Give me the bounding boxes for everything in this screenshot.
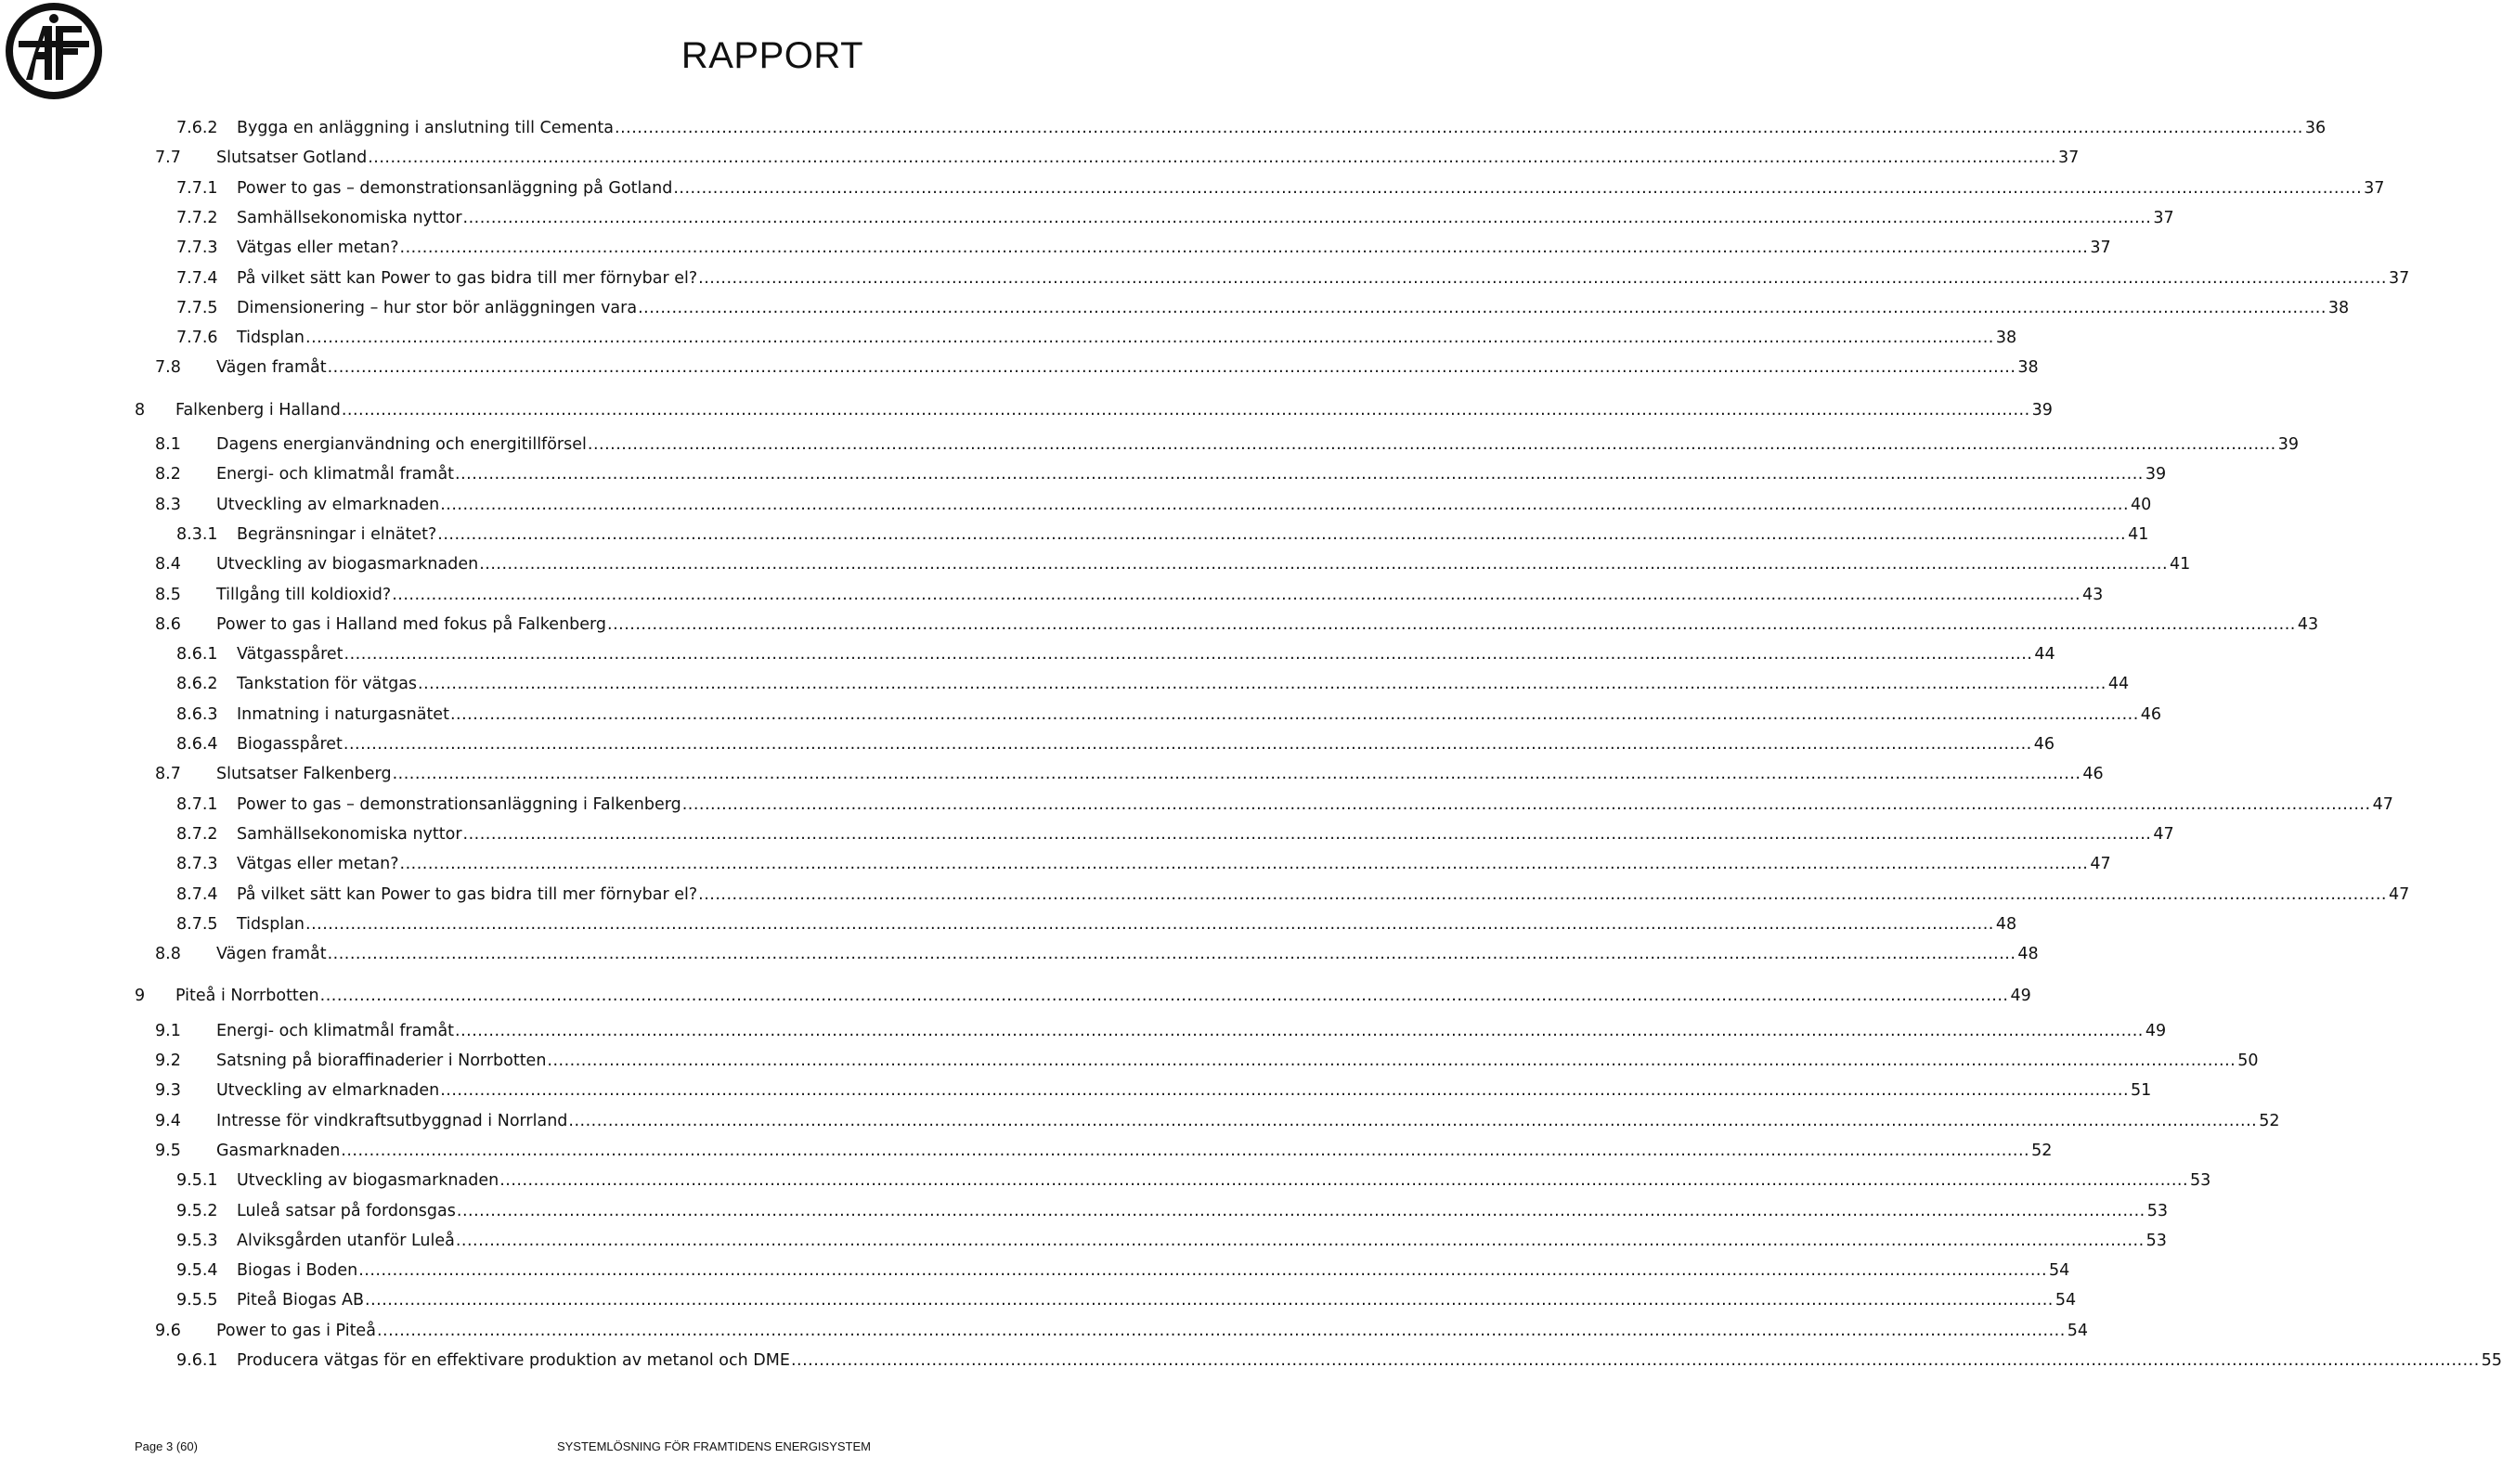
toc-entry[interactable] (176, 326, 2017, 350)
toc-dot-leader: ............................................................................................................................................................................................................................................................................................................ (319, 987, 2009, 1006)
toc-entry-number: 9.5.3 (176, 1231, 218, 1250)
toc-entry[interactable] (176, 912, 2017, 936)
toc-dot-leader: ............................................................................................................................................................................................................................................................................................................ (341, 1141, 2030, 1160)
toc-entry-title: Power to gas – demonstrationsanläggning på Gotland (237, 178, 673, 198)
toc-dot-leader: ............................................................................................................................................................................................................................................................................................................ (343, 735, 2032, 754)
toc-entry-page: 54 (2067, 1321, 2089, 1340)
toc-entry[interactable] (176, 642, 2055, 666)
toc-entry-page: 44 (2107, 675, 2130, 694)
toc-dot-leader: ............................................................................................................................................................................................................................................................................................................ (305, 329, 1994, 348)
toc-entry-page: 51 (2131, 1081, 2152, 1101)
toc-entry-number: 8.7.2 (176, 824, 218, 844)
toc-dot-leader: ............................................................................................................................................................................................................................................................................................................ (392, 765, 2081, 784)
toc-entry-page: 46 (2140, 704, 2162, 724)
toc-entry-page: 47 (2090, 855, 2111, 874)
toc-entry-number: 7.7.4 (176, 268, 218, 288)
toc-entry-title: Utveckling av biogasmarknaden (237, 1171, 499, 1191)
toc-entry-number: 9.4 (155, 1111, 181, 1130)
toc-entry[interactable] (176, 732, 2055, 756)
toc-entry-title: Begränsningar i elnätet? (237, 524, 437, 544)
toc-entry-number: 8.4 (155, 555, 181, 574)
toc-dot-leader: ............................................................................................................................................................................................................................................................................................................ (462, 824, 2152, 844)
toc-entry-title: Biogasspåret (237, 735, 343, 754)
toc-entry[interactable] (176, 176, 2385, 200)
toc-entry-number: 9.5.4 (176, 1261, 218, 1281)
toc-entry-page: 55 (2481, 1351, 2502, 1370)
toc-entry-page: 52 (2031, 1141, 2053, 1160)
toc-entry-title: Intresse för vindkraftsutbyggnad i Norrland (216, 1111, 568, 1130)
toc-entry[interactable] (176, 793, 2393, 817)
toc-entry[interactable] (176, 822, 2174, 846)
toc-entry-page: 47 (2388, 884, 2410, 904)
toc-entry[interactable] (176, 1258, 2070, 1283)
toc-entry[interactable] (155, 1139, 2053, 1163)
toc-entry[interactable] (155, 493, 2152, 517)
toc-entry-title: Power to gas – demonstrationsanläggning i Falkenberg (237, 794, 681, 814)
toc-dot-leader: ............................................................................................................................................................................................................................................................................................................ (568, 1111, 2258, 1130)
toc-entry-page: 49 (2010, 987, 2031, 1006)
toc-entry-number: 7.7.2 (176, 208, 218, 227)
toc-dot-leader: ............................................................................................................................................................................................................................................................................................................ (376, 1321, 2066, 1340)
toc-entry-title: Tillgång till koldioxid? (216, 585, 392, 604)
toc-entry[interactable] (155, 462, 2167, 486)
toc-entry-title: Inmatning i naturgasnätet (237, 704, 449, 724)
toc-entry-title: Gasmarknaden (216, 1141, 341, 1160)
toc-entry-page: 48 (2017, 945, 2039, 964)
toc-entry-page: 41 (2128, 524, 2149, 544)
toc-entry-page: 44 (2034, 645, 2055, 665)
toc-entry-title: Dimensionering – hur stor bör anläggningen vara (237, 298, 638, 317)
toc-entry[interactable] (155, 1019, 2167, 1043)
toc-entry-page: 54 (2049, 1261, 2070, 1281)
toc-entry-number: 7.7.3 (176, 239, 218, 258)
toc-dot-leader: ............................................................................................................................................................................................................................................................................................................ (418, 675, 2107, 694)
toc-entry[interactable] (155, 1078, 2152, 1103)
toc-entry-title: Vägen framåt (216, 945, 327, 964)
toc-entry-page: 37 (2153, 208, 2174, 227)
toc-entry-title: Piteå Biogas AB (237, 1291, 365, 1310)
toc-entry-page: 39 (2031, 400, 2053, 419)
toc-entry-page: 37 (2364, 178, 2385, 198)
toc-dot-leader: ............................................................................................................................................................................................................................................................................................................ (462, 208, 2152, 227)
toc-entry[interactable] (176, 1349, 2502, 1373)
toc-entry[interactable] (155, 355, 2039, 380)
toc-entry-number: 8.6 (155, 614, 181, 634)
toc-entry-number: 8.7 (155, 765, 181, 784)
toc-entry-page: 53 (2146, 1201, 2168, 1220)
toc-entry[interactable] (176, 206, 2174, 230)
toc-entry-title: Power to gas i Halland med fokus på Falkenberg (216, 614, 607, 634)
toc-entry-number: 9.6 (155, 1321, 181, 1340)
toc-entry-page: 53 (2145, 1231, 2167, 1250)
toc-entry-title: Energi- och klimatmål framåt (216, 1021, 455, 1040)
toc-entry-title: Samhällsekonomiska nyttor (237, 208, 462, 227)
toc-entry-title: Vätgasspåret (237, 645, 344, 665)
toc-entry-page: 38 (1995, 329, 2017, 348)
toc-entry[interactable] (176, 236, 2111, 260)
toc-dot-leader: ............................................................................................................................................................................................................................................................................................................ (479, 555, 2169, 574)
toc-dot-leader: ............................................................................................................................................................................................................................................................................................................ (607, 614, 2296, 634)
toc-dot-leader: ............................................................................................................................................................................................................................................................................................................ (440, 495, 2130, 514)
toc-dot-leader: ............................................................................................................................................................................................................................................................................................................ (698, 268, 2387, 288)
toc-entry-page: 48 (1995, 914, 2017, 934)
toc-entry-number: 8.8 (155, 945, 181, 964)
toc-dot-leader: ............................................................................................................................................................................................................................................................................................................ (365, 1291, 2054, 1310)
toc-entry[interactable] (176, 1199, 2168, 1223)
toc-entry-number: 7.6.2 (176, 119, 218, 137)
toc-entry-number: 9.5.5 (176, 1291, 218, 1310)
toc-entry-number: 8.6.1 (176, 645, 218, 665)
toc-entry[interactable] (155, 432, 2299, 457)
toc-entry[interactable] (176, 1229, 2167, 1253)
toc-entry[interactable] (176, 672, 2130, 696)
toc-dot-leader: ............................................................................................................................................................................................................................................................................................................ (399, 855, 2089, 874)
document-title-footer: SYSTEMLÖSNING FÖR FRAMTIDENS ENERGISYSTEM (556, 1439, 871, 1453)
toc-entry-number: 9.3 (155, 1081, 181, 1101)
toc-entry[interactable] (155, 613, 2319, 637)
toc-dot-leader: ............................................................................................................................................................................................................................................................................................................ (327, 358, 2016, 378)
toc-entry-title: På vilket sätt kan Power to gas bidra till mer förnybar el? (237, 268, 698, 288)
toc-entry-number: 9.6.1 (176, 1351, 218, 1370)
toc-entry[interactable] (155, 146, 2080, 170)
toc-entry[interactable] (176, 852, 2111, 876)
toc-dot-leader: ............................................................................................................................................................................................................................................................................................................ (673, 178, 2363, 198)
toc-dot-leader: ............................................................................................................................................................................................................................................................................................................ (399, 239, 2089, 258)
toc-entry-number: 8.5 (155, 585, 181, 604)
toc-entry[interactable] (176, 266, 2410, 290)
toc-entry-page: 52 (2259, 1111, 2280, 1130)
toc-entry-number: 8.7.1 (176, 794, 218, 814)
toc-entry-page: 46 (2033, 735, 2055, 754)
toc-entry[interactable] (176, 116, 2327, 140)
toc-entry-page: 49 (2145, 1021, 2167, 1040)
toc-entry-number: 8.7.4 (176, 884, 218, 904)
toc-entry[interactable] (135, 398, 2053, 422)
toc-dot-leader: ............................................................................................................................................................................................................................................................................................................ (437, 524, 2127, 544)
toc-entry[interactable] (155, 1049, 2259, 1073)
toc-entry-page: 37 (2388, 268, 2410, 288)
toc-entry[interactable] (155, 1319, 2089, 1343)
toc-entry-number: 9.2 (155, 1052, 181, 1070)
toc-entry-title: Luleå satsar på fordonsgas (237, 1201, 456, 1220)
toc-entry-number: 8.6.3 (176, 704, 218, 724)
toc-entry-number: 7.7 (155, 148, 181, 168)
toc-entry-page: 47 (2153, 824, 2174, 844)
toc-dot-leader: ............................................................................................................................................................................................................................................................................................................ (449, 704, 2139, 724)
toc-entry-page: 36 (2304, 119, 2327, 137)
toc-entry-title: Vätgas eller metan? (237, 855, 399, 874)
toc-dot-leader: ............................................................................................................................................................................................................................................................................................................ (455, 1021, 2144, 1040)
toc-entry-title: Samhällsekonomiska nyttor (237, 824, 462, 844)
toc-dot-leader: ............................................................................................................................................................................................................................................................................................................ (499, 1171, 2189, 1191)
toc-entry-page: 39 (2145, 465, 2167, 484)
toc-entry-title: Piteå i Norrbotten (175, 987, 319, 1006)
toc-entry-page: 43 (2082, 585, 2104, 604)
toc-entry-title: Satsning på bioraffinaderier i Norrbotten (216, 1052, 547, 1070)
toc-entry-number: 7.8 (155, 358, 181, 378)
toc-dot-leader: ............................................................................................................................................................................................................................................................................................................ (344, 645, 2033, 665)
toc-entry-number: 8.1 (155, 435, 181, 454)
toc-dot-leader: ............................................................................................................................................................................................................................................................................................................ (681, 794, 2371, 814)
toc-dot-leader: ............................................................................................................................................................................................................................................................................................................ (547, 1052, 2236, 1070)
toc-entry[interactable] (155, 1109, 2280, 1133)
toc-entry-title: Biogas i Boden (237, 1261, 358, 1281)
toc-entry-page: 47 (2372, 794, 2393, 814)
toc-entry-title: Energi- och klimatmål framåt (216, 465, 455, 484)
toc-entry-number: 8.2 (155, 465, 181, 484)
toc-dot-leader: ............................................................................................................................................................................................................................................................................................................ (790, 1351, 2480, 1370)
toc-entry-title: Tidsplan (237, 329, 305, 348)
toc-entry[interactable] (155, 762, 2104, 786)
toc-entry-title: Falkenberg i Halland (175, 400, 341, 419)
toc-entry-title: Slutsatser Falkenberg (216, 765, 392, 784)
toc-dot-leader: ............................................................................................................................................................................................................................................................................................................ (368, 148, 2057, 168)
toc-entry-title: Dagens energianvändning och energitillförsel (216, 435, 587, 454)
toc-dot-leader: ............................................................................................................................................................................................................................................................................................................ (455, 465, 2144, 484)
toc-entry[interactable] (176, 703, 2162, 727)
toc-entry-page: 40 (2131, 495, 2152, 514)
toc-entry-number: 8.7.5 (176, 914, 218, 934)
toc-entry[interactable] (135, 984, 2031, 1008)
toc-entry-title: Tankstation för vätgas (237, 675, 418, 694)
toc-entry-number: 8 (135, 400, 146, 419)
toc-entry-title: Producera vätgas för en effektivare produktion av metanol och DME (237, 1351, 790, 1370)
toc-entry-number: 9.5 (155, 1141, 181, 1160)
toc-entry[interactable] (155, 552, 2191, 576)
toc-entry-number: 8.6.4 (176, 735, 218, 754)
toc-entry-number: 7.7.5 (176, 298, 218, 317)
toc-dot-leader: ............................................................................................................................................................................................................................................................................................................ (440, 1081, 2130, 1101)
toc-entry-page: 38 (2327, 298, 2350, 317)
toc-dot-leader: ............................................................................................................................................................................................................................................................................................................ (587, 435, 2276, 454)
toc-entry-number: 8.3 (155, 495, 181, 514)
toc-dot-leader: ............................................................................................................................................................................................................................................................................................................ (455, 1231, 2145, 1250)
toc-entry[interactable] (176, 883, 2410, 907)
toc-entry-number: 9 (135, 987, 146, 1006)
toc-entry-number: 9.5.2 (176, 1201, 218, 1220)
toc-dot-leader: ............................................................................................................................................................................................................................................................................................................ (305, 914, 1994, 934)
toc-entry-title: Power to gas i Piteå (216, 1321, 376, 1340)
toc-entry[interactable] (176, 523, 2149, 547)
toc-entry-page: 50 (2237, 1052, 2259, 1070)
toc-entry[interactable] (155, 942, 2039, 966)
toc-entry[interactable] (176, 296, 2350, 320)
toc-entry-page: 43 (2297, 614, 2319, 634)
toc-entry-title: Vägen framåt (216, 358, 327, 378)
toc-entry-page: 46 (2082, 765, 2104, 784)
toc-entry-page: 41 (2170, 555, 2191, 574)
toc-entry-number: 8.7.3 (176, 855, 218, 874)
toc-dot-leader: ............................................................................................................................................................................................................................................................................................................ (638, 298, 2327, 317)
toc-entry-page: 39 (2277, 435, 2299, 454)
toc-entry-title: Tidsplan (237, 914, 305, 934)
toc-dot-leader: ............................................................................................................................................................................................................................................................................................................ (698, 884, 2387, 904)
toc-entry-page: 53 (2190, 1171, 2211, 1191)
toc-entry-title: Utveckling av elmarknaden (216, 495, 440, 514)
toc-entry-number: 7.7.6 (176, 329, 218, 348)
toc-dot-leader: ............................................................................................................................................................................................................................................................................................................ (615, 119, 2303, 137)
toc-entry-page: 37 (2058, 148, 2080, 168)
toc-entry-title: Alviksgården utanför Luleå (237, 1231, 455, 1250)
toc-entry-title: Vätgas eller metan? (237, 239, 399, 258)
toc-entry-page: 54 (2055, 1291, 2077, 1310)
toc-entry-title: Bygga en anläggning i anslutning till Cementa (237, 119, 614, 137)
toc-dot-leader: ............................................................................................................................................................................................................................................................................................................ (327, 945, 2016, 964)
toc-entry-number: 8.6.2 (176, 675, 218, 694)
toc-entry-number: 9.5.1 (176, 1171, 218, 1191)
page-number: Page 3 (60) (135, 1439, 198, 1453)
toc-entry-number: 9.1 (155, 1021, 181, 1040)
report-header-title: RAPPORT (681, 35, 863, 76)
toc-entry-title: Utveckling av elmarknaden (216, 1081, 440, 1101)
toc-entry-title: Utveckling av biogasmarknaden (216, 555, 479, 574)
toc-dot-leader: ............................................................................................................................................................................................................................................................................................................ (392, 585, 2081, 604)
toc-entry-number: 7.7.1 (176, 178, 218, 198)
toc-entry-page: 37 (2090, 239, 2111, 258)
toc-entry-title: Slutsatser Gotland (216, 148, 368, 168)
toc-entry-number: 8.3.1 (176, 524, 218, 544)
toc-dot-leader: ............................................................................................................................................................................................................................................................................................................ (341, 400, 2030, 419)
toc-dot-leader: ............................................................................................................................................................................................................................................................................................................ (358, 1261, 2048, 1281)
toc-entry[interactable] (155, 583, 2104, 607)
toc-dot-leader: ............................................................................................................................................................................................................................................................................................................ (456, 1201, 2145, 1220)
toc-entry-title: På vilket sätt kan Power to gas bidra till mer förnybar el? (237, 884, 698, 904)
toc-entry[interactable] (176, 1288, 2077, 1312)
toc-entry[interactable] (176, 1168, 2211, 1193)
toc-entry-page: 38 (2017, 358, 2039, 378)
